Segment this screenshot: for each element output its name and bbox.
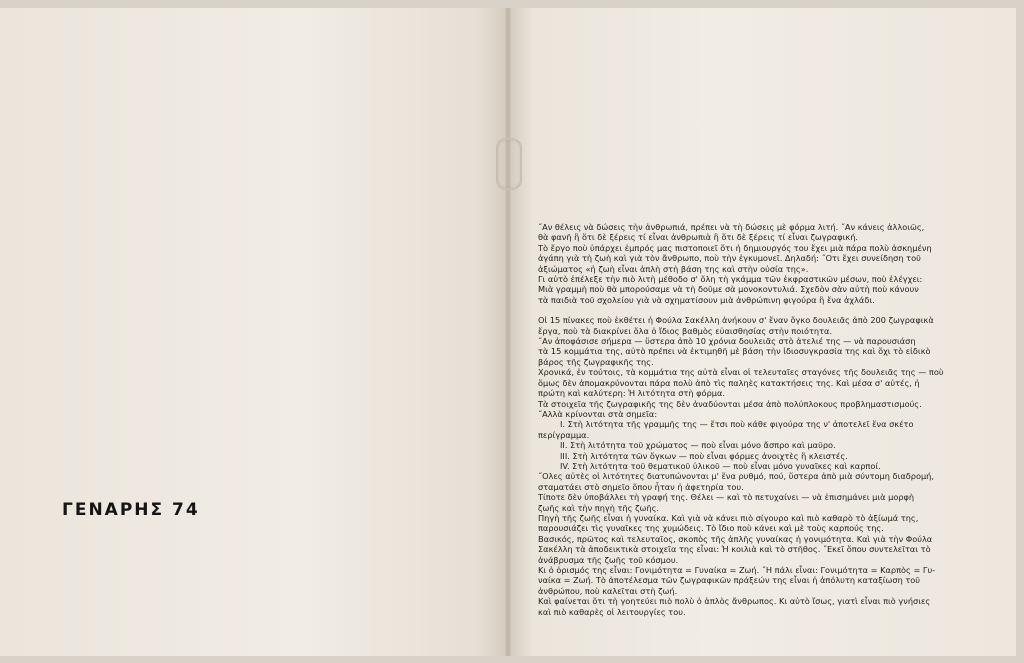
text-line: ναίκα = Ζωή. Τὸ ἀποτέλεσμα τῶν ζωγραφικῶν πράξεών της εἶναι ἡ ἀπόλυτη καταξίωση τοῦ	[538, 575, 921, 586]
text-line: Κι ὁ ὁρισμός της εἶναι: Γονιμότητα = Γυναίκα = Ζωή. ˝Η πάλι εἶναι: Γονιμότητα = Καρπὸς = Γυ-	[538, 565, 936, 575]
text-line: Μιὰ γραμμὴ ποὺ θὰ μπορούσαμε νὰ τὴ δοῦμε σὰ μονοκοντυλιά. Σχεδὸν σὰν αὐτὴ ποὺ κάνουν	[538, 284, 919, 295]
text-line: Οἱ 15 πίνακες ποὺ ἐκθέτει ἡ Φούλα Σακέλλη ἀνήκουν σ' ἕναν ὄγκο δουλειᾶς ἀπὸ 200 ζωγραφικὰ	[538, 315, 934, 326]
text-line: βάρος τῆς ζωγραφικῆς της.	[538, 356, 654, 367]
text-line: Χρονικά, ἐν τούτοις, τὰ κομμάτια της αὐτὰ εἶναι οἱ τελευταῖες σταγόνες τῆς δουλειᾶς της — ποὺ	[538, 367, 944, 378]
text-line: σταματάει στὸ σημεῖο ὅπου ἦταν ἡ ἀφετηρία του.	[538, 481, 744, 492]
staple-mark	[496, 138, 522, 190]
text-line: IV. Στὴ λιτότητα τοῦ θεματικοῦ ὑλικοῦ — ποὺ εἶναι μόνο γυναῖκες καὶ καρποί.	[560, 460, 881, 471]
text-line: ἀξιώματος «ἡ ζωὴ εἶναι ἁπλὴ στὴ βάση της καὶ στὴν οὐσία της».	[538, 263, 809, 274]
page-title: ΓΕΝΑΡΗΣ 74	[62, 500, 200, 520]
text-line: ˝Αλλὰ κρίνονται στὰ σημεῖα:	[538, 408, 658, 419]
paragraph-3	[538, 419, 990, 617]
text-line: παρουσιάζει τὶς γυναῖκες της χυμώδεις. Τὸ ἴδιο ποὺ κάνει καὶ μὲ τοὺς καρπούς της.	[538, 523, 884, 534]
text-line: ἀγάπη γιὰ τὴ ζωὴ καὶ γιὰ τὸν ἄνθρωπο, ποὺ τὴν ἐγκυμονεῖ. Δηλαδή: ˝Οτι ἔχει συνείδηση τοῦ	[538, 253, 921, 264]
text-line: τὰ 15 κομμάτια της, αὐτὸ πρέπει νὰ ἐκτιμηθῆ μὲ βάση τὴν ἰδιοσυγκρασία της καὶ ὄχι τὸ εἰδικὸ	[538, 346, 931, 357]
text-line: ˝Ολες αὐτὲς οἱ λιτότητες διατυπώνονται μ' ἕνα ρυθμό, πού, ὕστερα ἀπὸ μιὰ σύντομη διαδρομή,	[538, 471, 934, 482]
text-line: II. Στὴ λιτότητα τοῦ χρώματος — ποὺ εἶναι μόνο ἄσπρο καὶ μαῦρο.	[560, 440, 836, 451]
text-line: τὰ παιδιὰ τοῦ σχολείου γιὰ νὰ σχηματίσουν μιὰ ἀνθρώπινη φιγούρα ἢ ἕνα ἀχλάδι.	[538, 294, 875, 305]
text-line: ἔργα, ποὺ τὰ διακρίνει ὅλα ὁ ἴδιος βαθμὸς εὐαισθησίας στὴν ποιότητα.	[538, 325, 833, 336]
text-line: θὰ φανῆ ἢ ὅτι δὲ ξέρεις τί εἶναι ἀνθρωπιὰ ἢ ὅτι δὲ ξέρεις τί εἶναι ζωγραφική.	[538, 232, 858, 243]
left-page	[0, 8, 508, 656]
text-line: Γι αὐτὸ ἐπέλεξε τὴν πιὸ λιτὴ μέθοδο σ' ὅλη τὴ γκάμμα τῶν ἐκφραστικῶν μέσων, ποὺ ἐλέγχει:	[538, 274, 923, 285]
text-line: Τίποτε δὲν ὑποβάλλει τὴ γραφή της. Θέλει — καὶ τὸ πετυχαίνει — νὰ ἐπισημάνει μιὰ μορφὴ	[538, 492, 915, 503]
text-line: ὅμως δὲν ἀπομακρύνονται πάρα πολὺ ἀπὸ τὶς παληὲς κατακτήσεις της. Καὶ μέσα σ' αὐτές, ἡ	[538, 377, 920, 388]
text-line: Καὶ φαίνεται ὅτι τὴ γοητεύει πιὸ πολὺ ὁ ἁπλὸς ἄνθρωπος. Κι αὐτὸ ἴσως, γιατὶ εἶναι πιὸ γνήσιες	[538, 596, 931, 607]
text-line: ζωῆς καὶ τὴν πηγὴ τῆς ζωῆς.	[538, 502, 659, 513]
text-line: Τὸ ἔργο ποὺ ὑπάρχει ἐμπρός μας πιστοποιεῖ ὅτι ἡ δημιουργός του ἔχει μιὰ πάρα πολὺ ἀσκημένη	[538, 242, 932, 253]
text-line: III. Στὴ λιτότητα τῶν ὄγκων — ποὺ εἶναι φόρμες ἀνοιχτὲς ἢ κλειστές.	[560, 450, 848, 461]
text-line: καὶ πιὸ καθαρὲς οἱ λειτουργίες του.	[538, 606, 686, 617]
text-line: Σακέλλη τὰ ἀποδεικτικὰ στοιχεῖα της εἶναι: Ἡ κοιλιὰ καὶ τὸ στῆθος. ˝Εκεῖ ὅπου συντελεῖται τὸ	[538, 544, 931, 555]
text-line: ἀνάβρυσμα τῆς ζωῆς τοῦ κόσμου.	[538, 554, 679, 565]
paragraph-1	[538, 222, 990, 305]
text-line: Τὰ στοιχεῖα τῆς ζωγραφικῆς της δὲν ἀναδύονται μέσα ἀπὸ πολύπλοκους προβλημαστισμούς.	[538, 398, 922, 409]
text-line: Πηγὴ τῆς ζωῆς εἶναι ἡ γυναίκα. Καὶ γιὰ νὰ κάνει πιὸ σίγουρο καὶ πιὸ καθαρὸ τὸ ἀξίωμά της,	[538, 512, 919, 523]
book-gutter	[505, 8, 511, 656]
text-line: περίγραμμα.	[538, 429, 590, 440]
text-line: πρώτη καὶ καλύτερη: Ἡ λιτότητα στὴ φόρμα.	[538, 388, 725, 399]
text-line: ἀνθρώπου, ποὺ καλεῖται στὴ ζωή.	[538, 585, 678, 596]
text-line: Βασικός, πρῶτος καὶ τελευταῖος, σκοπὸς τῆς ἁπλῆς γυναίκας ἡ γονιμότητα. Καὶ γιὰ τὴν Φούλα	[538, 533, 933, 544]
text-line: ˝Αν ἀποφάσισε σήμερα — ὕστερα ἀπὸ 10 χρόνια δουλειᾶς στὸ ἀτελιέ της — νὰ παρουσιάση	[538, 336, 916, 347]
text-line: ˝Αν θέλεις νὰ δώσεις τὴν ἀνθρωπιά, πρέπει νὰ τὴ δώσεις μὲ φόρμα λιτή. ˝Αν κάνεις ἀλλοιῶς,	[538, 222, 925, 232]
text-line: I. Στὴ λιτότητα τῆς γραμμῆς της — ἔτσι ποὺ κάθε φιγούρα της ν' ἀποτελεῖ ἕνα σκέτο	[560, 419, 914, 430]
paragraph-2	[538, 315, 990, 419]
article-text	[538, 222, 990, 617]
